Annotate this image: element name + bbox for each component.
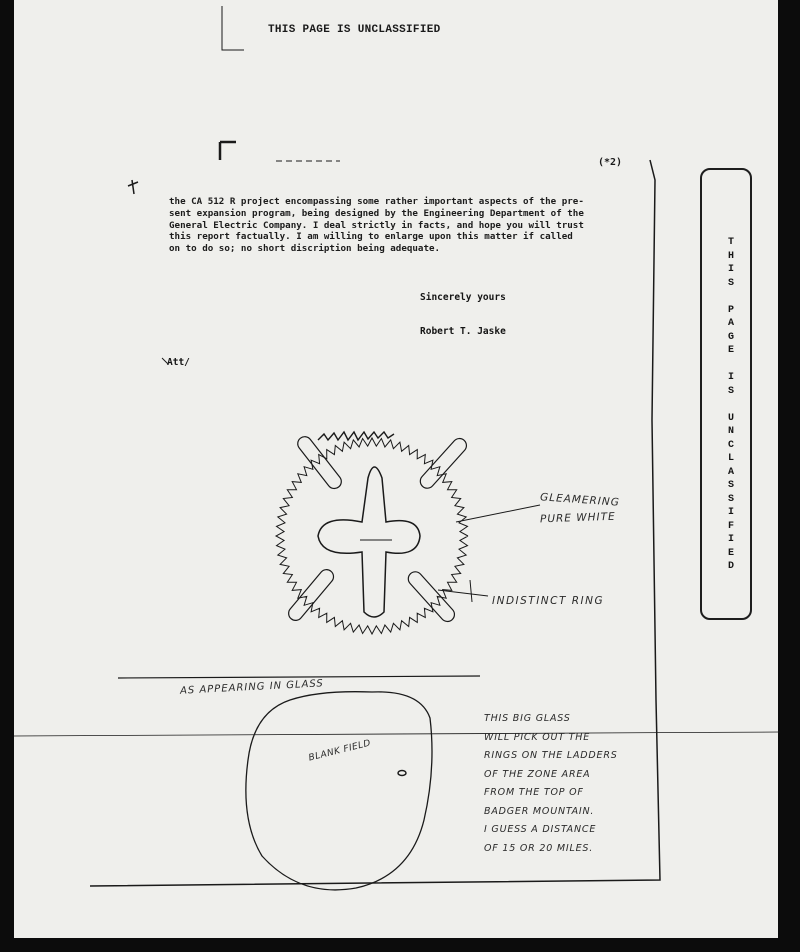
- side-stamp-letter: I: [727, 372, 734, 383]
- letter-line: sent expansion program, being designed by the Engineering Department of the: [169, 207, 584, 219]
- indistinct-ring: [276, 438, 468, 634]
- side-stamp-letter: A: [727, 466, 734, 478]
- label-pure-white: PURE WHITE: [539, 510, 616, 526]
- side-stamp-letter: S: [727, 493, 734, 505]
- letter-signature: Robert T. Jaske: [420, 326, 506, 337]
- side-stamp-letter: C: [727, 439, 734, 451]
- note-line: I GUESS A DISTANCE: [484, 824, 597, 835]
- note-line: WILL PICK OUT THE: [484, 731, 591, 743]
- page-number: (*2): [598, 157, 623, 168]
- letter-closing: Sincerely yours: [420, 292, 506, 303]
- side-stamp-letter: L: [727, 453, 734, 464]
- side-stamp-letter: D: [727, 561, 734, 572]
- corner-mark: [220, 142, 236, 160]
- side-stamp-letter: F: [727, 520, 734, 532]
- glass-field-dot: [398, 771, 406, 776]
- cross-rays: [286, 434, 470, 624]
- letter-line: General Electric Company. I deal strictly in facts, and hope you will trust: [169, 219, 584, 231]
- note-line: OF 15 OR 20 MILES.: [484, 842, 594, 854]
- handwritten-note: [484, 710, 664, 858]
- note-line: FROM THE TOP OF: [484, 787, 584, 798]
- label-as-appearing-in-glass: AS APPEARING IN GLASS: [179, 678, 325, 697]
- note-line: RINGS ON THE LADDERS: [484, 750, 618, 761]
- side-stamp-letter: A: [727, 318, 734, 329]
- ring-scallop: [318, 432, 394, 440]
- side-stamp-letter: P: [727, 304, 734, 316]
- note-line: OF THE ZONE AREA: [484, 768, 591, 780]
- label-gleaming: GLEAMERING: [539, 491, 621, 509]
- side-stamp-letter: S: [727, 480, 734, 491]
- side-stamp-letter: G: [727, 331, 734, 343]
- classification-header: THIS PAGE IS UNCLASSIFIED: [268, 24, 441, 36]
- label-blank-field: BLANK FIELD: [307, 738, 373, 764]
- label-indistinct-ring: INDISTINCT RING: [492, 595, 605, 607]
- side-stamp-letter: T: [727, 237, 734, 248]
- side-stamp-letter: E: [727, 345, 734, 356]
- side-stamp-letter: I: [727, 264, 734, 275]
- glass-field-outline: [246, 692, 432, 890]
- side-stamp-letter: S: [727, 277, 734, 289]
- letter-line: on to do so; no short discription being adequate.: [169, 243, 441, 255]
- side-stamp-letter: U: [727, 412, 734, 424]
- side-stamp-letter: I: [727, 507, 734, 518]
- letter-line: the CA 512 R project encompassing some rather important aspects of the pre-: [169, 196, 584, 207]
- central-cross: [318, 467, 420, 617]
- letter-line: this report factually. I am willing to enlarge upon this matter if called: [169, 231, 573, 243]
- note-line: THIS BIG GLASS: [484, 713, 571, 724]
- attachment-marker: Att/: [167, 357, 190, 368]
- note-line: BADGER MOUNTAIN.: [484, 805, 595, 817]
- side-stamp-letter: N: [727, 426, 734, 437]
- side-stamp-letter: I: [727, 534, 734, 545]
- corner-mark: [222, 6, 244, 50]
- side-stamp-letter: E: [727, 547, 734, 559]
- side-stamp-letter: S: [727, 385, 734, 397]
- side-stamp-letter: H: [727, 250, 734, 262]
